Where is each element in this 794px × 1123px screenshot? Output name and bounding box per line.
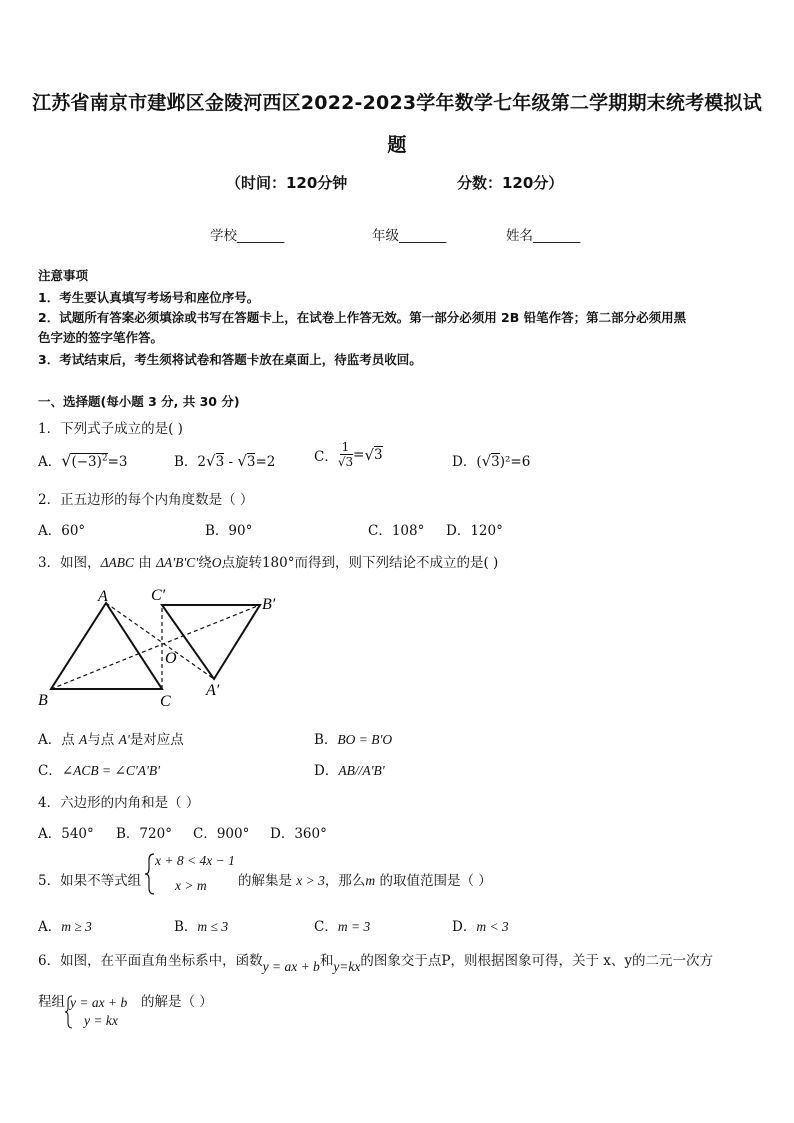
grade-field: 年级_______: [372, 228, 447, 244]
q5-option-b: B．m ≤ 3: [174, 919, 229, 935]
q5-stem-rest: 的解集是 x > 3，那么m 的取值范围是（ ）: [238, 873, 492, 889]
segment-bb1: [51, 605, 260, 689]
q4-option-a: A．540°: [38, 826, 94, 842]
label-c1: C′: [151, 587, 166, 604]
q1-stem: 1．下列式子成立的是( ): [38, 421, 183, 437]
q3-option-c: C．∠ACB = ∠C'A'B': [38, 763, 160, 779]
q4-option-d: D．360°: [270, 826, 327, 842]
paper-title-line1: 江苏省南京市建邺区金陵河西区2022-2023学年数学七年级第二学期期末统考模拟试: [32, 92, 762, 114]
q6-stem-line2-end: 的解是（ ）: [141, 994, 213, 1010]
paper-title-line2: 题: [387, 134, 407, 156]
q6-stem-line1: 6．如图，在平面直角坐标系中，函数y = ax + b和y=kx的图象交于点P，则根据图象可得，关于 x、y的二元一次方: [38, 953, 714, 974]
q3-stem: 3．如图，ΔABC 由 ΔA'B'C'绕O点旋转180°而得到，则下列结论不成立的是( ): [38, 555, 499, 571]
q1-option-c: C． $\frac{1}{√3}$ = √ 3: [314, 440, 383, 469]
exam-time: （时间：120分钟: [226, 174, 348, 192]
q2-option-d: D．120°: [446, 523, 503, 539]
q6-equation-1: y = ax + b: [70, 995, 128, 1010]
name-field: 姓名_______: [506, 228, 581, 244]
label-a: A: [98, 588, 108, 605]
q5-stem-start: 5．如果不等式组: [38, 873, 142, 889]
q1-option-d: D．(√3)²=6: [452, 452, 531, 470]
q3-option-a: A．点 A与点 A'是对应点: [38, 732, 184, 748]
q2-stem: 2．正五边形的每个内角度数是（ ）: [38, 492, 254, 508]
q4-option-c: C．900°: [193, 826, 250, 842]
q1-option-a: A．$√(-3)^2=3$: [38, 451, 128, 470]
notice-item-3: 3．考试结束后，考生须将试卷和答题卡放在桌面上，待监考员收回。: [38, 352, 422, 367]
label-o: O: [165, 650, 177, 667]
section-heading: 一、选择题(每小题 3 分, 共 30 分): [38, 394, 240, 409]
q5-inequality-1: x + 8 < 4x − 1: [155, 853, 235, 868]
segment-aa1: [106, 603, 214, 679]
label-c: C: [160, 693, 171, 710]
notice-item-2-cont: 色字迹的签字笔作答。: [38, 330, 164, 345]
q4-option-b: B．720°: [116, 826, 172, 842]
triangle-a1b1c1: [162, 605, 260, 679]
q6-equation-2: y = kx: [84, 1013, 118, 1028]
q6-stem-line2-start: 程组: [38, 994, 65, 1010]
q2-option-a: A．60°: [38, 523, 86, 539]
label-a1: A′: [206, 682, 220, 699]
notice-heading: 注意事项: [38, 268, 89, 283]
q2-option-b: B．90°: [205, 523, 253, 539]
q3-option-b: B．BO = B'O: [314, 732, 393, 748]
triangle-abc: [51, 603, 162, 689]
q1-option-b: B．2√3 - √3=2: [174, 452, 276, 470]
q5-option-a: A．m ≥ 3: [38, 919, 92, 935]
school-field: 学校_______: [210, 228, 285, 244]
exam-score: 分数：120分）: [457, 174, 564, 192]
q5-option-d: D．m < 3: [452, 919, 509, 935]
q3-rotation-figure: [34, 585, 294, 713]
q4-stem: 4．六边形的内角和是（ ）: [38, 795, 200, 811]
q5-option-c: C．m = 3: [314, 919, 371, 935]
notice-item-2: 2．试题所有答案必须填涂或书写在答题卡上，在试卷上作答无效。第一部分必须用 2B 铅笔作答；第二部分必须用黑: [38, 310, 687, 325]
label-b: B: [38, 692, 48, 709]
q3-option-d: D．AB//A'B': [314, 763, 385, 779]
label-b1: B′: [262, 596, 276, 613]
q5-inequality-2: x > m: [175, 878, 207, 893]
notice-item-1: 1．考生要认真填写考场号和座位序号。: [38, 290, 260, 305]
q2-option-c: C．108°: [368, 523, 425, 539]
